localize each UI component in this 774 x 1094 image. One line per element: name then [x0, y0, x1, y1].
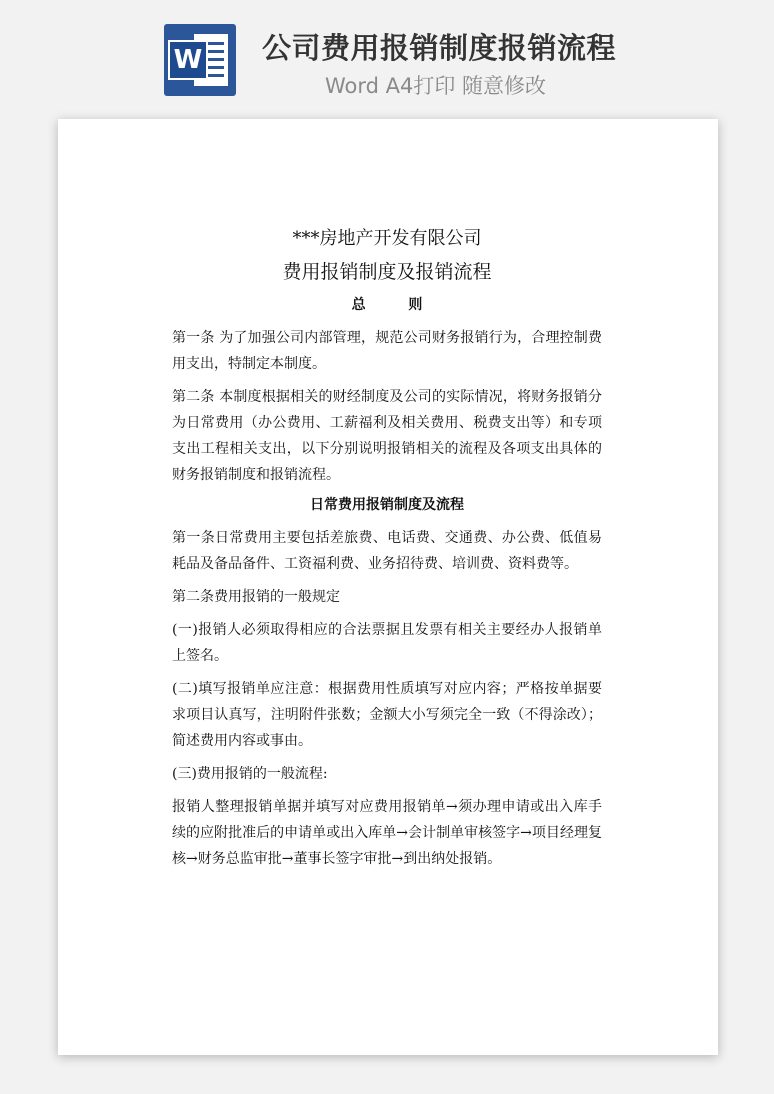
section-heading-general: 总 则 [351, 297, 423, 313]
document-page [58, 119, 718, 1055]
article-paragraph: 第一条 为了加强公司内部管理，规范公司财务报销行为，合理控制费用支出，特制定本制度。 [172, 330, 602, 372]
document-title: 费用报销制度及报销流程 [282, 261, 492, 283]
article-paragraph: (一)报销人必须取得相应的合法票据且发票有相关主要经办人报销单上签名。 [172, 622, 602, 664]
article-paragraph: (二)填写报销单应注意：根据费用性质填写对应内容；严格按单据要求项目认真写，注明附件张数；金额大小写须完全一致（不得涂改）；简述费用内容或事由。 [172, 681, 602, 749]
banner-subtitle: Word A4打印 随意修改 [325, 74, 547, 98]
banner [0, 0, 774, 120]
word-icon [164, 24, 236, 96]
word-icon-letter: W [170, 42, 206, 78]
section-heading-daily-expenses: 日常费用报销制度及流程 [310, 497, 464, 513]
banner-title: 公司费用报销制度报销流程 [262, 31, 617, 65]
document-content [172, 227, 602, 879]
article-paragraph: 第一条日常费用主要包括差旅费、电话费、交通费、办公费、低值易耗品及备品备件、工资福利费、业务招待费、培训费、资料费等。 [172, 530, 602, 572]
article-paragraph: 第二条费用报销的一般规定 [172, 589, 340, 605]
company-name: ***房地产开发有限公司 [292, 228, 482, 249]
article-paragraph: 报销人整理报销单据并填写对应费用报销单→须办理申请或出入库手续的应附批准后的申请单或出入库单→会计制单审核签字→项目经理复核→财务总监审批→董事长签字审批→到出纳处报销。 [172, 799, 602, 867]
article-paragraph: (三)费用报销的一般流程: [172, 766, 328, 782]
article-paragraph: 第二条 本制度根据相关的财经制度及公司的实际情况，将财务报销分为日常费用（办公费用、工薪福利及相关费用、税费支出等）和专项支出工程相关支出，以下分别说明报销相关的流程及各项支出具体的财务报销制度和报销流程。 [172, 389, 602, 483]
